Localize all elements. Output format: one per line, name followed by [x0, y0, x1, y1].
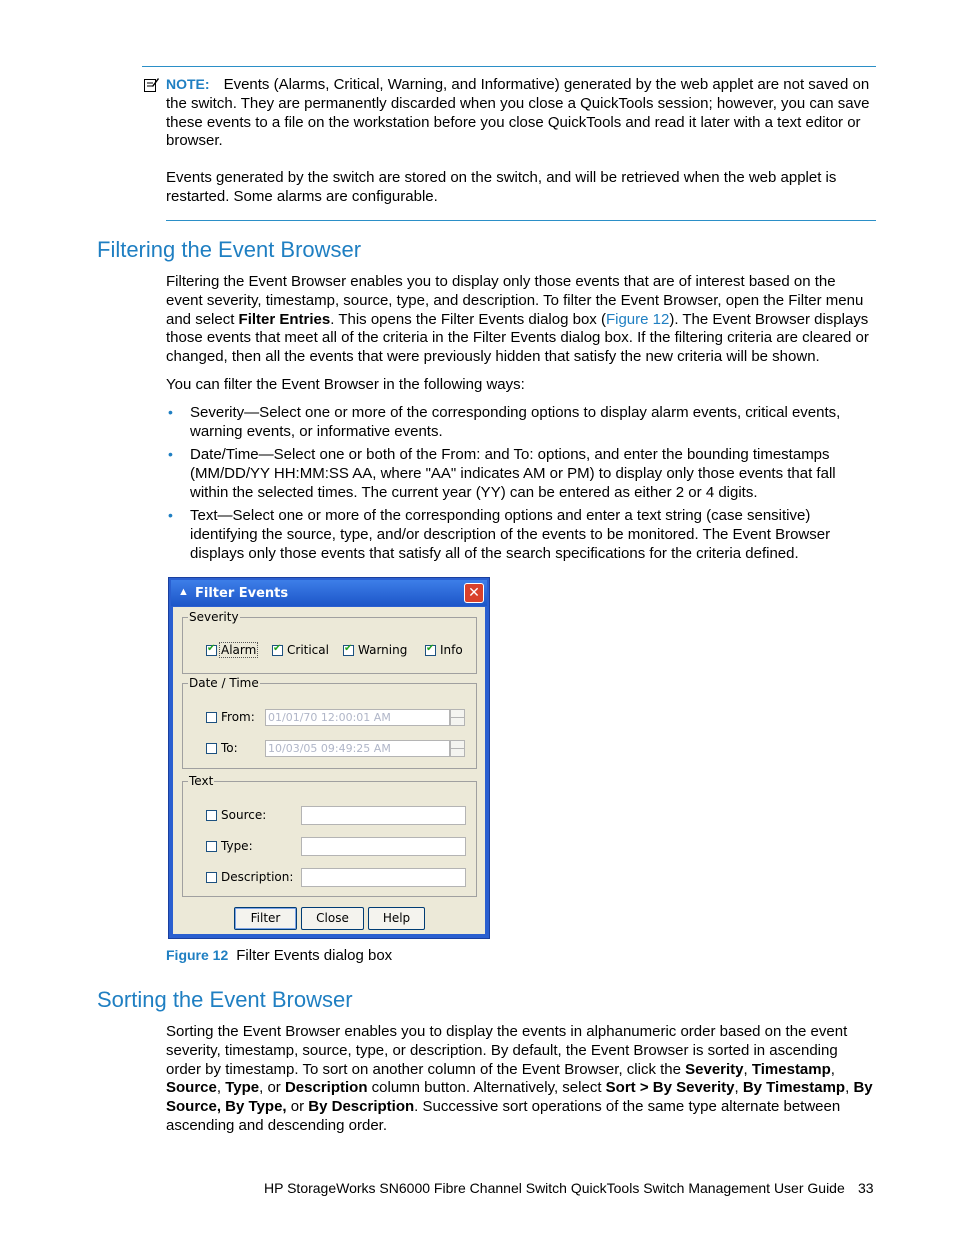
source-checkbox[interactable] — [206, 810, 217, 821]
bold-term: Description — [284, 1079, 368, 1097]
bold-term: Severity — [685, 1060, 744, 1078]
dialog-title: Filter Events — [195, 586, 289, 601]
severity-group-title: Severity — [189, 610, 239, 624]
bold-term: By Source, By Type, — [166, 1079, 873, 1116]
to-checkbox[interactable] — [206, 743, 217, 754]
bullet-icon: • — [168, 404, 173, 420]
from-label: From: — [221, 710, 255, 724]
bullet-datetime: Date/Time—Select one or both of the From: and To: options, and enter the bounding timestamps (MM/DD/YY HH:MM:SS AA, where "AA" indicates AM or PM) to display only those events that fall within the selected times. The current year (YY) can be entered as either 2 or 4 digits. — [190, 446, 836, 501]
datetime-group — [182, 676, 477, 769]
bullet-severity: Severity—Select one or more of the corresponding options to display alarm events, critical events, warning events, or informative events. — [190, 404, 841, 440]
description-input[interactable] — [301, 868, 466, 887]
alarm-label: Alarm — [221, 643, 257, 657]
to-label: To: — [221, 741, 238, 755]
close-icon[interactable]: ✕ — [464, 583, 484, 603]
para-text: Filtering the Event Browser enables you to display only those events that are of interest based on the event severity, timestamp, source, type, and description. To filter the Event Browser, open the Filter menu and select — [166, 273, 864, 328]
para-text: column button. Alternatively, select — [367, 1079, 606, 1097]
section-heading-sorting: Sorting the Event Browser — [97, 987, 353, 1012]
note-text-2: Events generated by the switch are stored on the switch, and will be retrieved when the web applet is restarted. Some alarms are configurable. — [166, 169, 837, 205]
note-top-rule — [142, 66, 876, 67]
type-input[interactable] — [301, 837, 466, 856]
text-group-title: Text — [189, 774, 214, 788]
critical-label: Critical — [287, 643, 329, 657]
from-checkbox[interactable] — [206, 712, 217, 723]
info-checkbox[interactable] — [425, 645, 436, 656]
figure-caption — [166, 947, 392, 964]
type-checkbox[interactable] — [206, 841, 217, 852]
datetime-group-title: Date / Time — [189, 676, 259, 690]
note-icon — [143, 76, 160, 93]
warning-checkbox[interactable] — [343, 645, 354, 656]
note-bottom-rule — [166, 220, 876, 221]
source-input[interactable] — [301, 806, 466, 825]
para-text: or — [286, 1098, 305, 1116]
para-text: ). The Event Browser displays those events that meet all of the criteria in the Filter Events dialog box. If the filtering criteria are cleared or changed, then all the events that were previously hidden that satisfy the new criteria will be shown. — [166, 310, 869, 366]
sorting-paragraph: Sorting the Event Browser enables you to display the events in alphanumeric order based on the event severity, timestamp, source, type, or description. By default, the Event Browser is sorted in ascending order by timestamp. To sort on another column of the Event Browser, click the Severity, Timestamp, Source, Type, or Description column button. Alternatively, select Sort > By Severity, By Timestamp, By Source, By Type, or By Description. Successive sort operations of the same type alternate between ascending and descending order. — [166, 1023, 873, 1134]
text-group — [182, 774, 477, 897]
filter-events-dialog — [168, 577, 490, 939]
bullet-icon: • — [168, 507, 173, 523]
from-date-field[interactable]: 01/01/70 12:00:01 AM — [265, 709, 450, 726]
bold-term: By Timestamp — [742, 1079, 846, 1097]
source-label: Source: — [221, 808, 267, 822]
bold-term: Sort > By Severity — [605, 1079, 735, 1097]
note-text — [166, 75, 876, 151]
critical-checkbox[interactable] — [272, 645, 283, 656]
close-button[interactable]: Close — [301, 907, 364, 930]
para-text: . This opens the Filter Events dialog box ( — [330, 310, 606, 328]
dialog-body — [173, 607, 485, 934]
app-icon: ▲ — [178, 586, 189, 598]
severity-group — [182, 610, 477, 674]
para-text: . Successive sort operations of the same type alternate between ascending and descending order. — [166, 1098, 841, 1134]
help-button[interactable]: Help — [368, 907, 425, 930]
alarm-checkbox[interactable] — [206, 645, 217, 656]
to-spinner[interactable] — [450, 740, 465, 757]
filter-entries-bold: Filter Entries — [238, 310, 331, 328]
para-text: or — [267, 1079, 285, 1097]
note-label: NOTE: — [166, 76, 210, 92]
page-number: 33 — [858, 1180, 874, 1196]
para-text: Sorting the Event Browser enables you to display the events in alphanumeric order based on the event severity, timestamp, source, type, or description. By default, the Event Browser is sorted in ascending order by timestamp. To sort on another column of the Event Browser, click the — [166, 1023, 848, 1078]
filtering-paragraph — [166, 273, 876, 367]
bold-term: By Description — [308, 1098, 415, 1116]
note-text-1: Events (Alarms, Critical, Warning, and Informative) generated by the web applet are not saved on the switch. They are permanently discarded when you close a QuickTools session; however, you can save these events to a file on the workstation before you close QuickTools and read it later with a text editor or browser. — [166, 76, 870, 150]
filter-button[interactable]: Filter — [234, 907, 297, 930]
from-spinner[interactable] — [450, 709, 465, 726]
filter-ways-paragraph: You can filter the Event Browser in the following ways: — [166, 376, 525, 393]
bold-term: Source — [166, 1079, 217, 1097]
figure-label: Figure 12 — [166, 947, 229, 963]
type-label: Type: — [221, 839, 253, 853]
figure-12-link[interactable]: Figure 12 — [605, 310, 670, 328]
to-date-field[interactable]: 10/03/05 09:49:25 AM — [265, 740, 450, 757]
bullet-text: Text—Select one or more of the corresponding options and enter a text string (case sensitive) identifying the source, type, and/or description of the events to be monitored. The Event Browser displays only those events that satisfy all of the search specifications for the criteria defined. — [190, 507, 831, 562]
info-label: Info — [440, 643, 463, 657]
bullet-icon: • — [168, 446, 173, 462]
footer-title: HP StorageWorks SN6000 Fibre Channel Switch QuickTools Switch Management User Guide — [264, 1180, 845, 1196]
warning-label: Warning — [358, 643, 408, 657]
section-heading-filtering: Filtering the Event Browser — [97, 237, 362, 262]
description-checkbox[interactable] — [206, 872, 217, 883]
dialog-titlebar[interactable] — [171, 580, 487, 606]
bold-term: Timestamp — [751, 1060, 831, 1078]
caption-text: Filter Events dialog box — [236, 947, 393, 964]
bold-term: Type — [225, 1079, 260, 1097]
description-label: Description: — [221, 870, 294, 884]
